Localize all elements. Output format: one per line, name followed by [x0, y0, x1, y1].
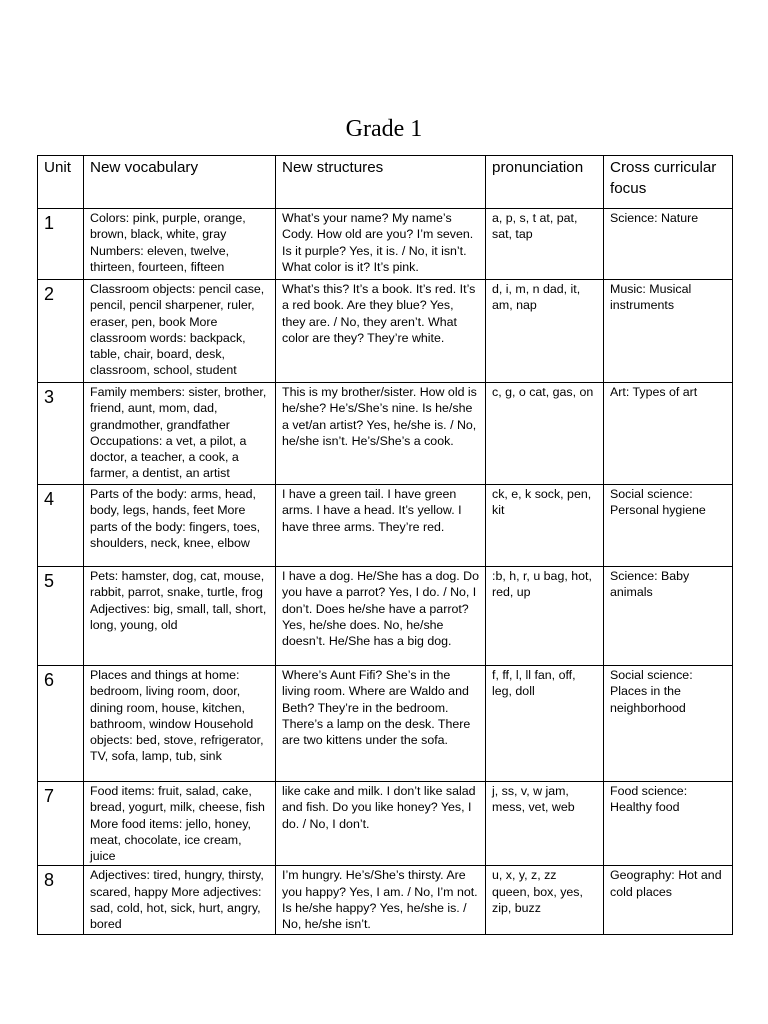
pronunciation-cell: ck, e, k sock, pen, kit [486, 485, 604, 567]
pronunciation-cell: c, g, o cat, gas, on [486, 383, 604, 485]
cross-curricular-cell: Geography: Hot and cold places [604, 866, 733, 934]
table-row [38, 485, 733, 567]
pronunciation-cell: u, x, y, z, zz queen, box, yes, zip, buzz [486, 866, 604, 934]
unit-number: 4 [38, 485, 84, 567]
curriculum-table [37, 155, 733, 935]
pronunciation-cell: :b, h, r, u bag, hot, red, up [486, 567, 604, 666]
structures-cell: What’s this? It’s a book. It’s red. It’s a red book. Are they blue? Yes, they are. / No, they aren’t. What color are they? They’re white. [276, 280, 486, 383]
structures-cell: This is my brother/sister. How old is he/she? He’s/She’s nine. Is he/she a vet/an artist? Yes, he/she is. / No, he/she isn’t. He’s/She’s a cook. [276, 383, 486, 485]
table-row [38, 866, 733, 934]
table-row [38, 567, 733, 666]
unit-number: 3 [38, 383, 84, 485]
structures-cell: I’m hungry. He’s/She’s thirsty. Are you happy? Yes, I am. / No, I’m not. Is he/she happy? Yes, he/she is. / No, he/she isn’t. [276, 866, 486, 934]
table-row [38, 209, 733, 280]
page-title: Grade 1 [345, 116, 423, 142]
table-row [38, 280, 733, 383]
vocabulary-cell: Parts of the body: arms, head, body, legs, hands, feet More parts of the body: fingers, toes, shoulders, neck, knee, elbow [84, 485, 276, 567]
vocabulary-cell: Pets: hamster, dog, cat, mouse, rabbit, parrot, snake, turtle, frog Adjectives: big, small, tall, short, long, young, old [84, 567, 276, 666]
cross-curricular-cell: Social science: Personal hygiene [604, 485, 733, 567]
cross-curricular-cell: Science: Nature [604, 209, 733, 280]
structures-cell: What’s your name? My name’s Cody. How old are you? I’m seven. Is it purple? Yes, it is. / No, it isn’t. What color is it? It’s pink. [276, 209, 486, 280]
structures-cell: Where’s Aunt Fifi? She’s in the living room. Where are Waldo and Beth? They’re in the bedroom. There’s a lamp on the desk. There are two kittens under the sofa. [276, 666, 486, 782]
vocabulary-cell: Colors: pink, purple, orange, brown, black, white, gray Numbers: eleven, twelve, thirteen, fourteen, fifteen [84, 209, 276, 280]
unit-number: 5 [38, 567, 84, 666]
table-row [38, 666, 733, 782]
pronunciation-cell: d, i, m, n dad, it, am, nap [486, 280, 604, 383]
vocabulary-cell: Family members: sister, brother, friend, aunt, mom, dad, grandmother, grandfather Occupations: a vet, a pilot, a doctor, a teacher, a cook, a farmer, a dentist, an artist [84, 383, 276, 485]
unit-number: 8 [38, 866, 84, 934]
table-header-row [38, 156, 733, 209]
structures-cell: I have a green tail. I have green arms. I have a head. It’s yellow. I have three arms. They’re red. [276, 485, 486, 567]
unit-number: 1 [38, 209, 84, 280]
vocabulary-cell: Adjectives: tired, hungry, thirsty, scared, happy More adjectives: sad, cold, hot, sick, hurt, angry, bored [84, 866, 276, 934]
pronunciation-cell: j, ss, v, w jam, mess, vet, web [486, 782, 604, 866]
header-cross-curricular-focus: Cross curricular focus [604, 156, 733, 209]
cross-curricular-cell: Music: Musical instruments [604, 280, 733, 383]
pronunciation-cell: f, ff, l, ll fan, off, leg, doll [486, 666, 604, 782]
unit-number: 7 [38, 782, 84, 866]
structures-cell: I have a dog. He/She has a dog. Do you have a parrot? Yes, I do. / No, I don’t. Does he/she have a parrot? Yes, he/she does. No, he/she doesn’t. He/She has a big dog. [276, 567, 486, 666]
vocabulary-cell: Classroom objects: pencil case, pencil, pencil sharpener, ruler, eraser, pen, book More classroom words: backpack, table, chair, board, desk, classroom, school, student [84, 280, 276, 383]
cross-curricular-cell: Social science: Places in the neighborhood [604, 666, 733, 782]
vocabulary-cell: Food items: fruit, salad, cake, bread, yogurt, milk, cheese, fish More food items: jello, honey, meat, chocolate, ice cream, juice [84, 782, 276, 866]
cross-curricular-cell: Food science: Healthy food [604, 782, 733, 866]
header-new-vocabulary: New vocabulary [84, 156, 276, 209]
header-pronunciation: pronunciation [486, 156, 604, 209]
unit-number: 2 [38, 280, 84, 383]
table-row [38, 383, 733, 485]
cross-curricular-cell: Art: Types of art [604, 383, 733, 485]
structures-cell: like cake and milk. I don’t like salad and fish. Do you like honey? Yes, I do. / No, I don’t. [276, 782, 486, 866]
vocabulary-cell: Places and things at home: bedroom, living room, door, dining room, house, kitchen, bathroom, window Household objects: bed, stove, refrigerator, TV, sofa, lamp, tub, sink [84, 666, 276, 782]
header-new-structures: New structures [276, 156, 486, 209]
unit-number: 6 [38, 666, 84, 782]
cross-curricular-cell: Science: Baby animals [604, 567, 733, 666]
pronunciation-cell: a, p, s, t at, pat, sat, tap [486, 209, 604, 280]
table-row [38, 782, 733, 866]
header-unit: Unit [38, 156, 84, 209]
